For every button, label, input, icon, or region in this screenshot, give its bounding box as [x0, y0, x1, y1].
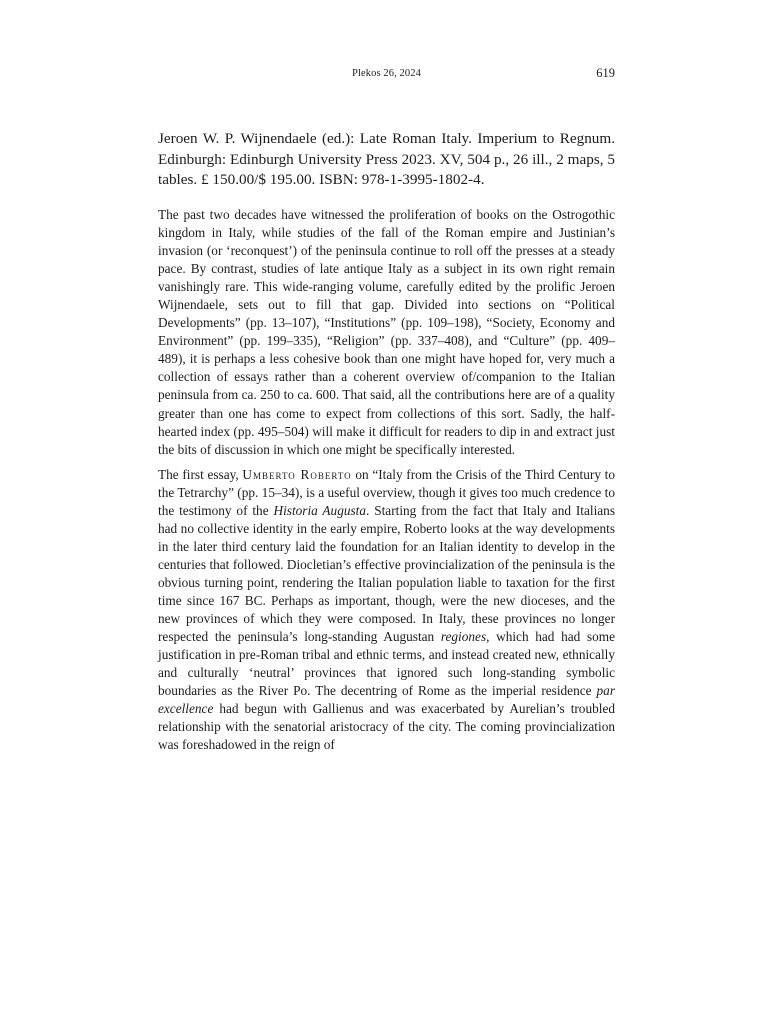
- review-body: [158, 206, 615, 761]
- paragraph-2-text-c: , which had had some justification in pre-Roman tribal and ethnic terms, and instead created new, ethnically and culturally ‘neutral’ provinces that ignored such long-standing symbolic boundaries as the River Po. The decentring of Rome as the imperial residence: [158, 629, 615, 699]
- italic-historia-augusta: Historia Augusta: [273, 502, 367, 518]
- essay-author-name: Umberto Roberto: [242, 466, 352, 482]
- review-heading: Jeroen W. P. Wijnendaele (ed.): Late Roman Italy. Imperium to Regnum. Edinburgh: Edinburgh University Press 2023. XV, 504 p., 26 ill., 2 maps, 5 tables. £ 150.00/$ 195.00. ISBN: 978-1-3995-1802-4.: [158, 130, 615, 188]
- journal-issue: Plekos 26, 2024: [352, 68, 421, 79]
- paragraph-2-lead: The first essay,: [158, 466, 243, 482]
- paragraph-2: [158, 466, 615, 755]
- paragraph-1: The past two decades have witnessed the proliferation of books on the Ostrogothic kingdom in Italy, while studies of the fall of the Roman empire and Justinian’s invasion (or ‘reconquest’) of the peninsula continue to roll off the presses at a steady pace. By contrast, studies of late antique Italy as a subject in its own right remain vanishingly rare. This wide-ranging volume, carefully edited by the prolific Jeroen Wijnendaele, sets out to fill that gap. Divided into sections on “Political Developments” (pp. 13–107), “Institutions” (pp. 109–198), “Society, Economy and Environment” (pp. 199–335), “Religion” (pp. 337–408), and “Culture” (pp. 409–489), it is perhaps a less cohesive book than one might have hoped for, very much a collection of essays rather than a coherent overview of/companion to the Italian peninsula from ca. 250 to ca. 600. That said, all the contributions here are of a quality greater than one has come to expect from collections of this sort. Sadly, the half-hearted index (pp. 495–504) will make it difficult for readers to dip in and extract just the bits of discussion in which one might be specifically interested.: [158, 207, 615, 457]
- paragraph-2-text-d: had begun with Gallienus and was exacerbated by Aurelian’s troubled relationship with the senatorial aristocracy of the city. The coming provincialization was foreshadowed in the reign of: [158, 701, 615, 753]
- paragraph-2-text-b: . Starting from the fact that Italy and Italians had no collective identity in the early empire, Roberto looks at the way developments in the later third century laid the foundation for an Italian identity to develop in the centuries that followed. Diocletian’s effective provincialization of the peninsula is the obvious turning point, rendering the Italian population liable to taxation for the first time since 167 BC. Perhaps as important, though, were the new dioceses, and the new provinces of which they were composed. In Italy, these provinces no longer respected the peninsula’s long-standing Augustan: [158, 502, 615, 645]
- italic-regiones: regiones: [440, 629, 487, 645]
- page-number: 619: [596, 66, 615, 80]
- running-head: [158, 66, 615, 82]
- paragraph-2-text-a: on “Italy from the Crisis of the Third Century to the Tetrarchy” (pp. 15–34), is a useful overview, though it gives too much credence to the testimony of the: [158, 466, 615, 518]
- italic-par-excellence: par excellence: [158, 683, 615, 717]
